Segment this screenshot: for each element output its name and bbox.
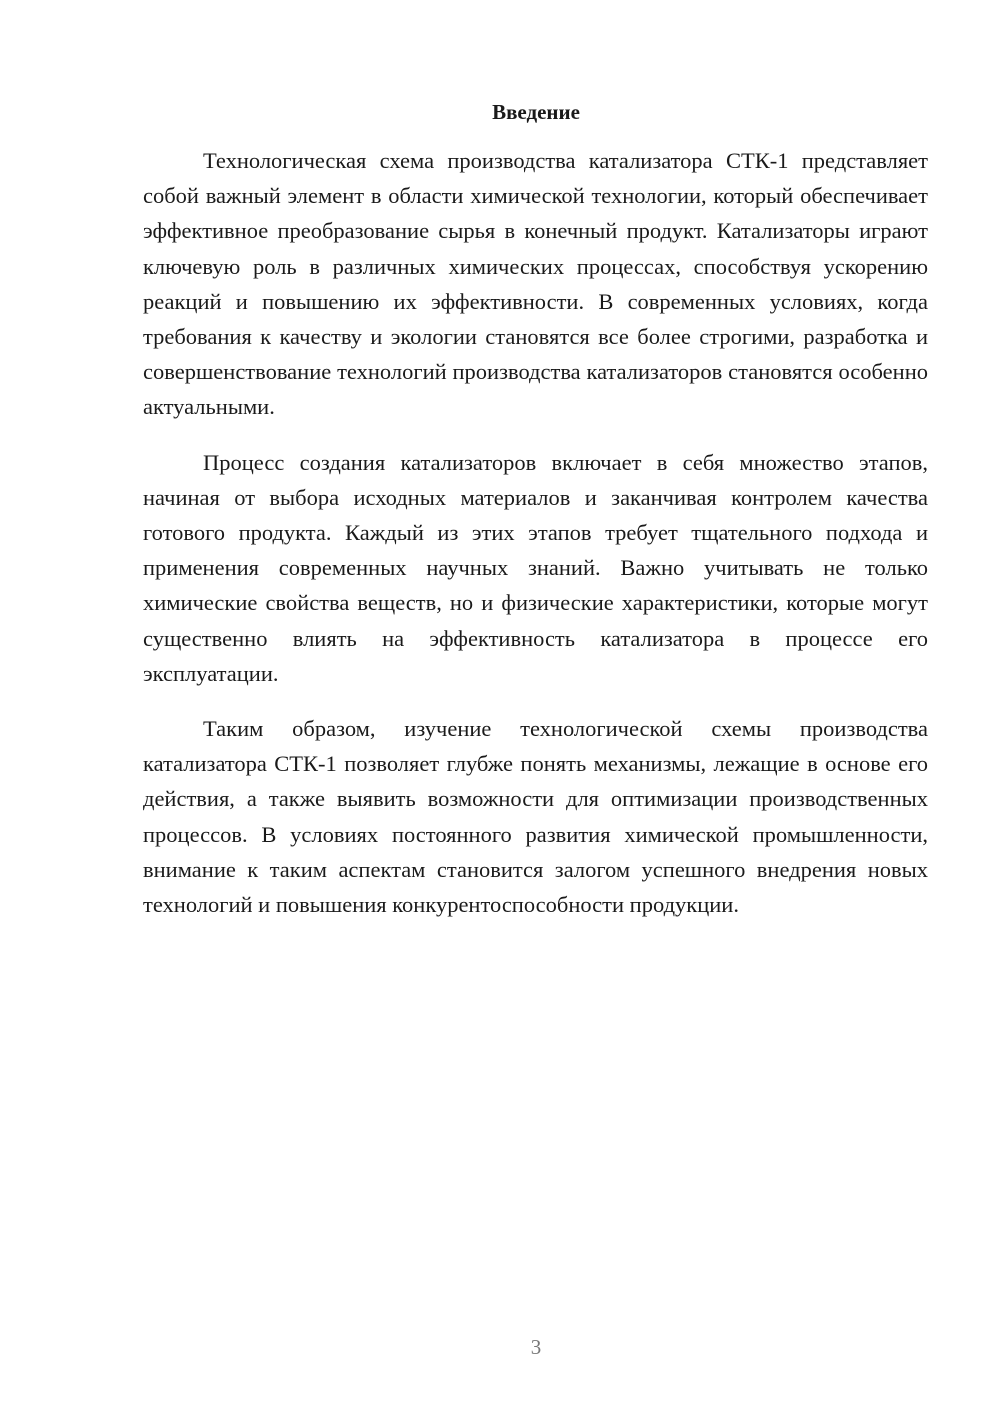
paragraph-3: Таким образом, изучение технологической схемы производства катализатора СТК-1 позволяет глубже понять механизмы, лежащие в основе его действия, а также выявить возможности для оптимизации производственных процессов. В условиях постоянного развития химической промышленности, внимание к таким аспектам становится залогом успешного внедрения новых технологий и повышения конкурентоспособности продукции. bbox=[143, 716, 928, 918]
paragraph-2: Процесс создания катализаторов включает в себя множество этапов, начиная от выбора исходных материалов и заканчивая контролем качества готового продукта. Каждый из этих этапов требует тщательного подхода и применения современных научных знаний. Важно учитывать не только химические свойства веществ, но и физические характеристики, которые могут существенно влиять на эффективность катализатора в процессе его эксплуатации. bbox=[143, 449, 928, 686]
section-heading: Введение bbox=[492, 100, 580, 124]
paragraph-1: Технологическая схема производства катализатора СТК-1 представляет собой важный элемент в области химической технологии, который обеспечивает эффективное преобразование сырья в конечный продукт. Катализаторы играют ключевую роль в различных химических процессах, способствуя ускорению реакций и повышению их эффективности. В современных условиях, когда требования к качеству и экологии становятся все более строгими, разработка и совершенствование технологий производства катализаторов становятся особенно актуальными. bbox=[143, 148, 928, 420]
page-number: 3 bbox=[530, 1335, 542, 1359]
body-text bbox=[143, 143, 928, 922]
